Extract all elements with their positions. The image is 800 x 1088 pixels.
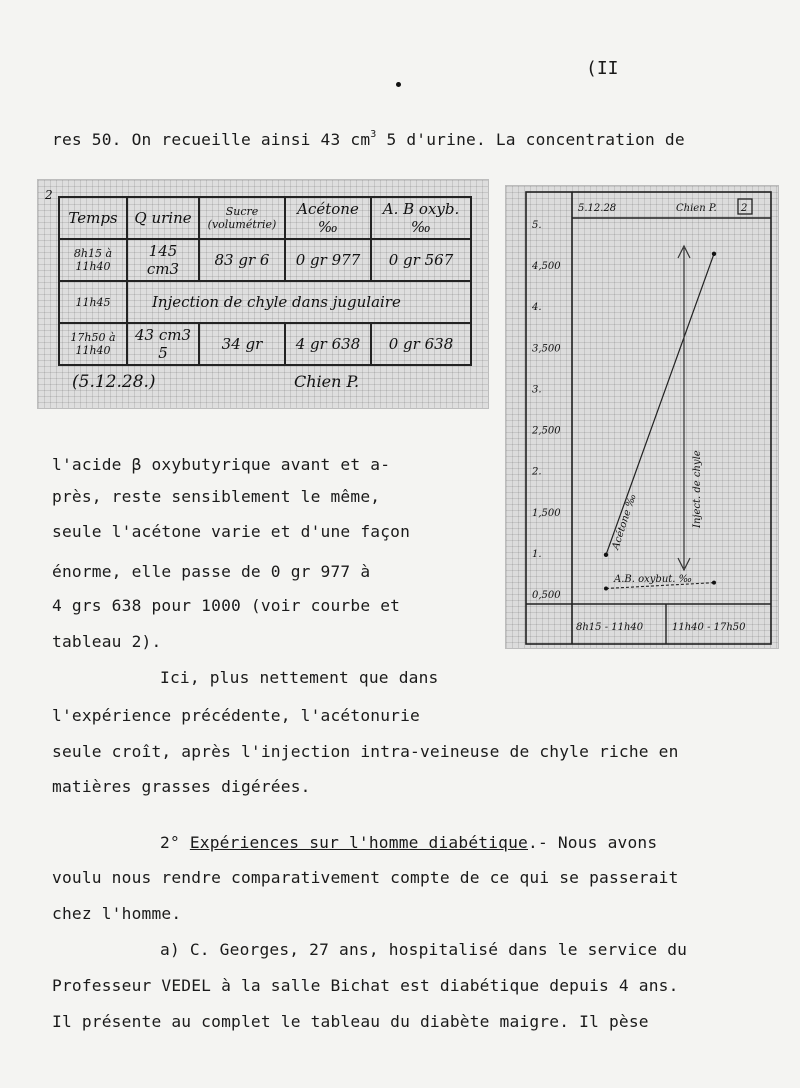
x-label: 11h40 - 17h50 (672, 622, 746, 633)
cell-time: 17h50 à 11h40 (59, 323, 127, 365)
point-ab (604, 586, 608, 590)
series-label-ab: A.B. oxybut. ‰ (614, 574, 693, 585)
text-line-13: voulu nous rendre comparativement compte de ce qui se passerait (52, 868, 679, 887)
y-tick-label: 0,500 (532, 590, 561, 601)
series-label-acetone: Acétone ‰ (610, 492, 639, 551)
table-footer-name: Chien P. (294, 372, 360, 391)
graph-card (506, 186, 778, 648)
data-table-card (38, 180, 488, 408)
ink-dot (396, 82, 401, 87)
line-1-a: res 50. On recueille ainsi 43 cm (52, 130, 371, 149)
cell-ab: 0 gr 567 (371, 239, 471, 281)
table-footer-date: (5.12.28.) (72, 372, 156, 392)
text-line-16: Professeur VEDEL à la salle Bichat est diabétique depuis 4 ans. (52, 976, 679, 995)
y-tick-label: 2. (532, 466, 542, 478)
graph-svg (506, 186, 778, 648)
cell-urine: 145 cm3 (127, 239, 199, 281)
text-line-11: matières grasses digérées. (52, 777, 311, 796)
cell-ab: 0 gr 638 (371, 323, 471, 365)
point-ab (712, 581, 716, 585)
superscript: 3 (370, 129, 377, 140)
y-tick-label: 1,500 (532, 507, 561, 519)
cell-injection-text: Injection de chyle dans jugulaire (127, 281, 471, 323)
cell-injection-time: 11h45 (59, 281, 127, 323)
injection-row (59, 281, 471, 323)
section-rest: .- Nous avons (528, 833, 658, 852)
section-heading: Expériences sur l'homme diabétique (189, 833, 528, 852)
cell-sucre: 34 gr (199, 323, 285, 365)
x-label: 8h15 - 11h40 (576, 622, 644, 633)
y-tick-label: 4,500 (532, 261, 561, 273)
text-line-8: Ici, plus nettement que dans (160, 668, 439, 687)
table-row (59, 239, 471, 281)
text-line-6: 4 grs 638 pour 1000 (voir courbe et (52, 596, 401, 615)
graph-header-box-number: 2 (741, 203, 748, 214)
cell-sucre: 83 gr 6 (199, 239, 285, 281)
line-1-b: 5 d'urine. La concentration de (376, 130, 685, 149)
header-acetone: Acétone ‰ (285, 197, 371, 239)
text-line-9: l'expérience précédente, l'acétonurie (52, 706, 420, 725)
graph-marks (604, 246, 716, 590)
cell-urine: 43 cm3 5 (127, 323, 199, 365)
page-number: (II (586, 58, 619, 79)
text-line-2: l'acide β oxybutyrique avant et a- (52, 455, 391, 474)
text-line-4: seule l'acétone varie et d'une façon (52, 522, 411, 541)
text-line-7: tableau 2). (52, 632, 162, 651)
table-number: 2 (45, 188, 53, 202)
text-line-17: Il présente au complet le tableau du diabète maigre. Il pèse (52, 1012, 649, 1031)
graph-ticks (531, 199, 752, 633)
text-line-1 (52, 130, 685, 150)
cell-acetone: 4 gr 638 (285, 323, 371, 365)
text-line-5: énorme, elle passe de 0 gr 977 à (52, 562, 371, 581)
y-tick-label: 5. (532, 220, 542, 231)
text-line-12 (160, 833, 657, 853)
cell-acetone: 0 gr 977 (285, 239, 371, 281)
graph-header-name: Chien P. (676, 203, 717, 214)
text-line-3: près, reste sensiblement le même, (52, 487, 381, 506)
table-header-row (59, 197, 471, 239)
text-line-14: chez l'homme. (52, 904, 182, 923)
injection-annotation: Inject. de chyle (692, 450, 703, 528)
y-tick-label: 3. (532, 384, 542, 396)
text-line-10: seule croît, après l'injection intra-veineuse de chyle riche en (52, 742, 679, 761)
y-tick-label: 4. (532, 302, 542, 314)
header-ab: A. B oxyb. ‰ (371, 197, 471, 239)
table-row (59, 323, 471, 365)
header-temps: Temps (59, 197, 127, 239)
y-tick-label: 2,500 (532, 425, 561, 437)
header-sucre-label: Sucre (225, 205, 259, 218)
header-urine: Q urine (127, 197, 199, 239)
point-acetone (604, 553, 608, 557)
text-line-15: a) C. Georges, 27 ans, hospitalisé dans le service du (160, 940, 688, 959)
section-number: 2° (160, 833, 190, 852)
header-sucre (199, 197, 285, 239)
graph-header-date: 5.12.28 (578, 203, 617, 214)
y-tick-label: 3,500 (532, 343, 561, 355)
y-tick-label: 1. (532, 548, 542, 560)
data-table (58, 196, 472, 366)
header-sucre-note: (volumétrie) (207, 218, 277, 231)
point-acetone (712, 252, 716, 256)
cell-time: 8h15 à 11h40 (59, 239, 127, 281)
